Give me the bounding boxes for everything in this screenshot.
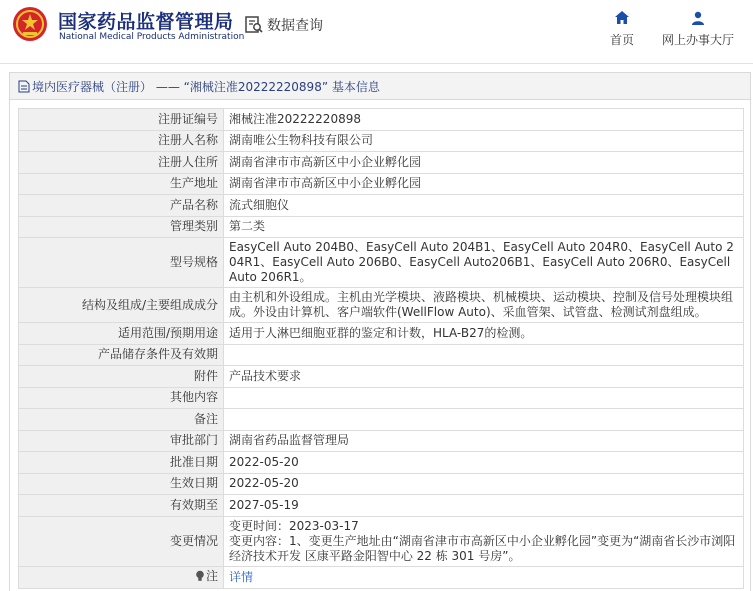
row-value: 湖南省津市市高新区中小企业孵化园	[224, 152, 744, 174]
row-value: 2027-05-19	[224, 495, 744, 517]
row-label: 其他内容	[19, 387, 224, 409]
national-emblem-icon	[12, 6, 48, 42]
table-row	[19, 288, 744, 323]
note-value	[224, 566, 744, 589]
row-value: 2022-05-20	[224, 473, 744, 495]
row-value: 流式细胞仪	[224, 195, 744, 217]
row-value: 适用于人淋巴细胞亚群的鉴定和计数，HLA-B27的检测。	[224, 323, 744, 345]
row-label: 生产地址	[19, 173, 224, 195]
table-row	[19, 344, 744, 366]
nav-online-hall[interactable]	[656, 10, 740, 48]
table-row	[19, 495, 744, 517]
table-row	[19, 430, 744, 452]
table-row	[19, 173, 744, 195]
table-row	[19, 130, 744, 152]
table-row	[19, 152, 744, 174]
row-value	[224, 344, 744, 366]
row-value: 2022-05-20	[224, 452, 744, 474]
panel-title-bar	[10, 73, 750, 100]
row-value: 湖南唯公生物科技有限公司	[224, 130, 744, 152]
note-label	[195, 569, 218, 584]
site-title: 国家药品监督管理局	[58, 11, 234, 33]
details-link[interactable]: 详情	[229, 569, 254, 584]
site-subtitle: National Medical Products Administration	[59, 32, 245, 42]
table-row	[19, 216, 744, 238]
data-query-label: 数据查询	[267, 18, 323, 34]
row-label: 注册人名称	[19, 130, 224, 152]
row-value	[224, 387, 744, 409]
row-value	[224, 409, 744, 431]
row-label: 型号规格	[19, 238, 224, 288]
home-icon	[614, 10, 630, 26]
table-row-note	[19, 566, 744, 589]
header-divider	[0, 63, 753, 64]
row-value: EasyCell Auto 204B0、EasyCell Auto 204B1、EasyCell Auto 204R0、EasyCell Auto 204R1、EasyCell Auto 206B0、EasyCell Auto206B1、EasyCell Auto 206R0、EasyCell Auto 206R1。	[224, 238, 744, 288]
table-row	[19, 323, 744, 345]
change-content: 变更内容：1、变更生产地址由“湖南省津市市高新区中小企业孵化园”变更为“湖南省长沙市浏阳经济技术开发 区康平路金阳智中心 22 栋 301 号房”。	[229, 533, 736, 563]
row-value: 湖南省津市市高新区中小企业孵化园	[224, 173, 744, 195]
nav-home-label: 首页	[609, 33, 634, 47]
row-label: 生效日期	[19, 473, 224, 495]
detail-panel	[9, 72, 751, 591]
change-time: 变更时间：2023-03-17	[229, 518, 359, 533]
change-value	[224, 516, 744, 566]
row-label: 有效期至	[19, 495, 224, 517]
panel-title: 境内医疗器械（注册） —— “湘械注准20222220898” 基本信息	[32, 79, 380, 94]
row-label: 审批部门	[19, 430, 224, 452]
row-label: 适用范围/预期用途	[19, 323, 224, 345]
table-row	[19, 109, 744, 131]
row-value: 由主机和外设组成。主机由光学模块、液路模块、机械模块、运动模块、控制及信号处理模块组成。外设由计算机、客户端软件(WellFlow Auto)、采血管架、试管盘、检测试剂盘组成。	[224, 288, 744, 323]
row-label: 附件	[19, 366, 224, 388]
row-value: 第二类	[224, 216, 744, 238]
table-row	[19, 387, 744, 409]
row-value: 产品技术要求	[224, 366, 744, 388]
document-icon	[18, 80, 30, 93]
data-query-link[interactable]	[244, 15, 323, 35]
row-label: 注册证编号	[19, 109, 224, 131]
row-value: 湘械注准20222220898	[224, 109, 744, 131]
table-row	[19, 195, 744, 217]
table-row	[19, 473, 744, 495]
table-row-change	[19, 516, 744, 566]
row-value: 湖南省药品监督管理局	[224, 430, 744, 452]
note-label-cell	[19, 566, 224, 589]
lightbulb-icon	[195, 570, 205, 582]
data-search-icon	[244, 15, 264, 35]
user-icon	[690, 10, 706, 26]
change-label: 变更情况	[19, 516, 224, 566]
table-row	[19, 366, 744, 388]
note-label-text: 注	[205, 568, 218, 583]
row-label: 产品名称	[19, 195, 224, 217]
row-label: 批准日期	[19, 452, 224, 474]
row-label: 备注	[19, 409, 224, 431]
detail-table	[18, 108, 744, 589]
table-row	[19, 409, 744, 431]
table-row	[19, 238, 744, 288]
row-label: 注册人住所	[19, 152, 224, 174]
nav-home[interactable]	[604, 10, 640, 48]
table-row	[19, 452, 744, 474]
nav-online-hall-label: 网上办事大厅	[661, 33, 734, 47]
row-label: 管理类别	[19, 216, 224, 238]
row-label: 结构及组成/主要组成成分	[19, 288, 224, 323]
row-label: 产品储存条件及有效期	[19, 344, 224, 366]
site-header	[0, 0, 753, 58]
